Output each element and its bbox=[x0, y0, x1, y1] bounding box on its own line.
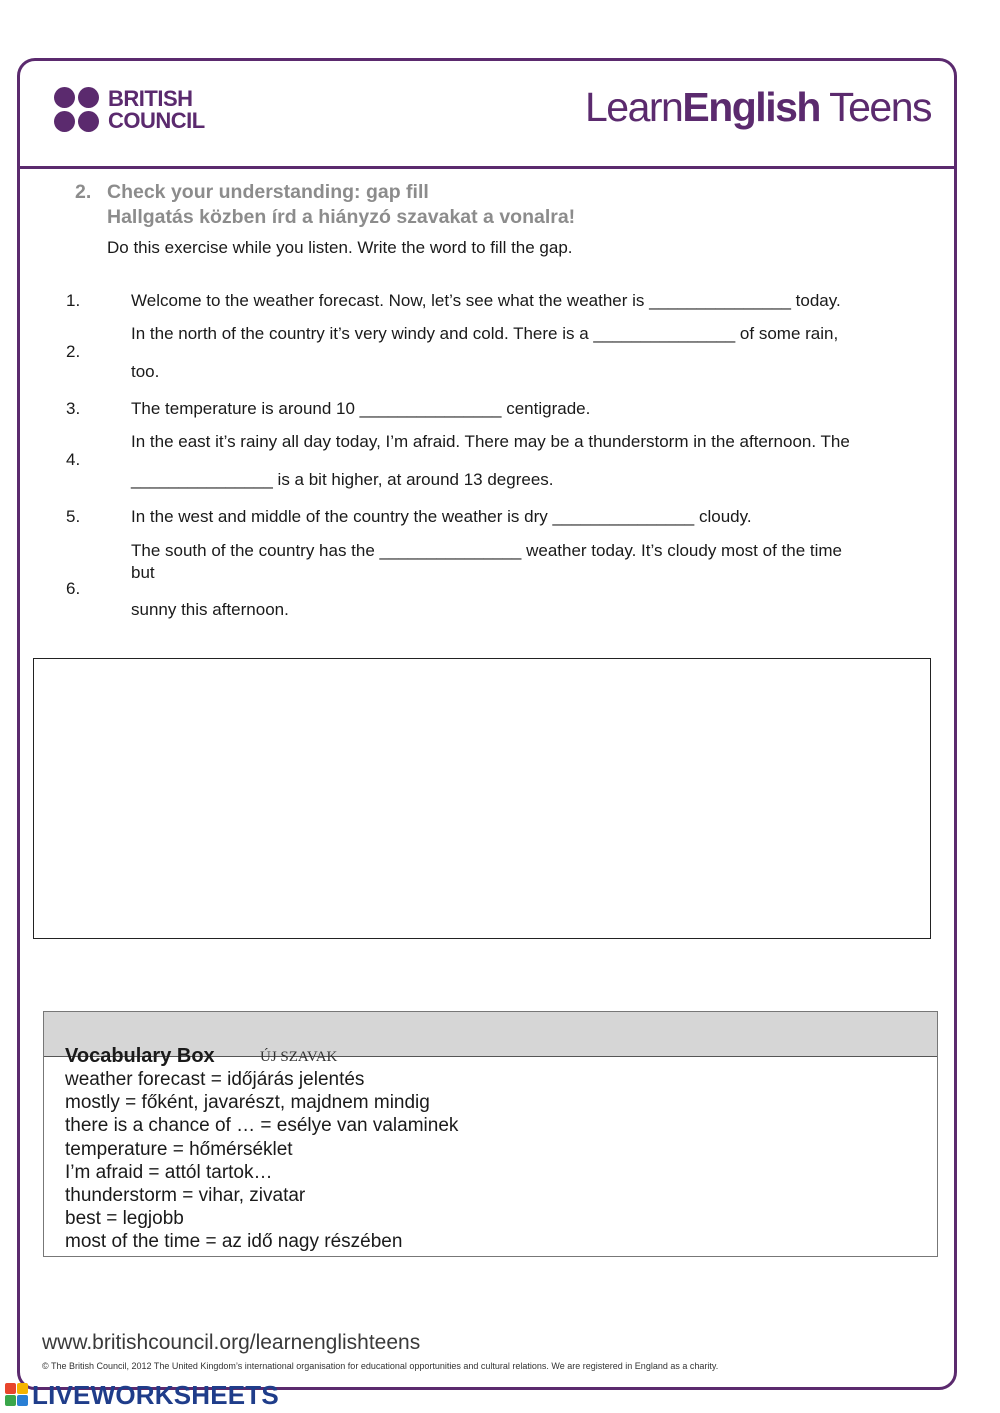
vocabulary-item: there is a chance of … = esélye van valaminek bbox=[65, 1115, 459, 1137]
liveworksheets-label: LIVEWORKSHEETS bbox=[32, 1380, 279, 1410]
bc-logo-line1: BRITISH bbox=[108, 86, 193, 111]
question-3-text: The temperature is around 10 _______________ centigrade. bbox=[131, 399, 591, 418]
question-6-line-1: The south of the country has the _______________ weather today. It’s cloudy most of the time bbox=[131, 541, 842, 560]
let-teens: Teens bbox=[819, 84, 932, 130]
question-5-number: 5. bbox=[66, 507, 81, 526]
answer-box[interactable] bbox=[33, 658, 931, 939]
vocabulary-item: I’m afraid = attól tartok… bbox=[65, 1161, 273, 1183]
question-4-line-2: _______________ is a bit higher, at around 13 degrees. bbox=[131, 470, 554, 489]
question-1-text: Welcome to the weather forecast. Now, let’s see what the weather is _______________ today. bbox=[131, 291, 841, 310]
instruction-text: Do this exercise while you listen. Write the word to fill the gap. bbox=[107, 238, 573, 257]
question-6-number: 6. bbox=[66, 579, 81, 598]
let-learn: Learn bbox=[585, 84, 683, 130]
liveworksheets-blocks-icon bbox=[5, 1383, 30, 1408]
section-number: 2. bbox=[75, 181, 92, 203]
header-divider bbox=[17, 166, 957, 169]
vocabulary-box bbox=[43, 1011, 938, 1257]
vocabulary-title-hu: ÚJ SZAVAK bbox=[260, 1049, 338, 1065]
bc-logo-line2: COUNCIL bbox=[108, 108, 205, 133]
question-2-line-1: In the north of the country it’s very windy and cold. There is a _______________ of some rain, bbox=[131, 324, 839, 343]
question-2-line-2: too. bbox=[131, 362, 160, 381]
question-6-line-3: sunny this afternoon. bbox=[131, 600, 289, 619]
question-1-number: 1. bbox=[66, 291, 81, 310]
section-title bbox=[75, 180, 429, 205]
british-council-logo bbox=[54, 87, 224, 135]
british-council-dots-icon bbox=[54, 87, 102, 133]
section-subtitle-hu: Hallgatás közben írd a hiányzó szavakat a vonalra! bbox=[107, 206, 576, 228]
question-6-line-2: but bbox=[131, 563, 155, 582]
vocabulary-item: best = legjobb bbox=[65, 1208, 184, 1230]
vocabulary-item: mostly = főként, javarészt, majdnem mindig bbox=[65, 1092, 430, 1114]
vocabulary-item: thunderstorm = vihar, zivatar bbox=[65, 1185, 306, 1207]
vocabulary-title: Vocabulary Box bbox=[65, 1045, 215, 1067]
vocabulary-list bbox=[65, 1068, 458, 1254]
let-english: English bbox=[682, 84, 820, 130]
question-3-number: 3. bbox=[66, 399, 81, 418]
question-5-text: In the west and middle of the country the weather is dry _______________ cloudy. bbox=[131, 507, 752, 526]
learnenglish-teens-logo bbox=[585, 84, 931, 131]
vocabulary-item: weather forecast = időjárás jelentés bbox=[65, 1069, 365, 1090]
question-4-line-1: In the east it’s rainy all day today, I’m afraid. There may be a thunderstorm in the afternoon. The bbox=[131, 432, 850, 451]
question-4-number: 4. bbox=[66, 450, 81, 469]
footer-url[interactable]: www.britishcouncil.org/learnenglishteens bbox=[42, 1331, 421, 1354]
footer-copyright: © The British Council, 2012 The United Kingdom’s international organisation for educational opportunities and cultural relations. We are registered in England as a charity. bbox=[42, 1361, 719, 1371]
section-title-text: Check your understanding: gap fill bbox=[107, 181, 429, 203]
vocabulary-item: most of the time = az idő nagy részében bbox=[65, 1231, 403, 1253]
vocabulary-item: temperature = hőmérséklet bbox=[65, 1138, 293, 1160]
question-2-number: 2. bbox=[66, 342, 81, 361]
